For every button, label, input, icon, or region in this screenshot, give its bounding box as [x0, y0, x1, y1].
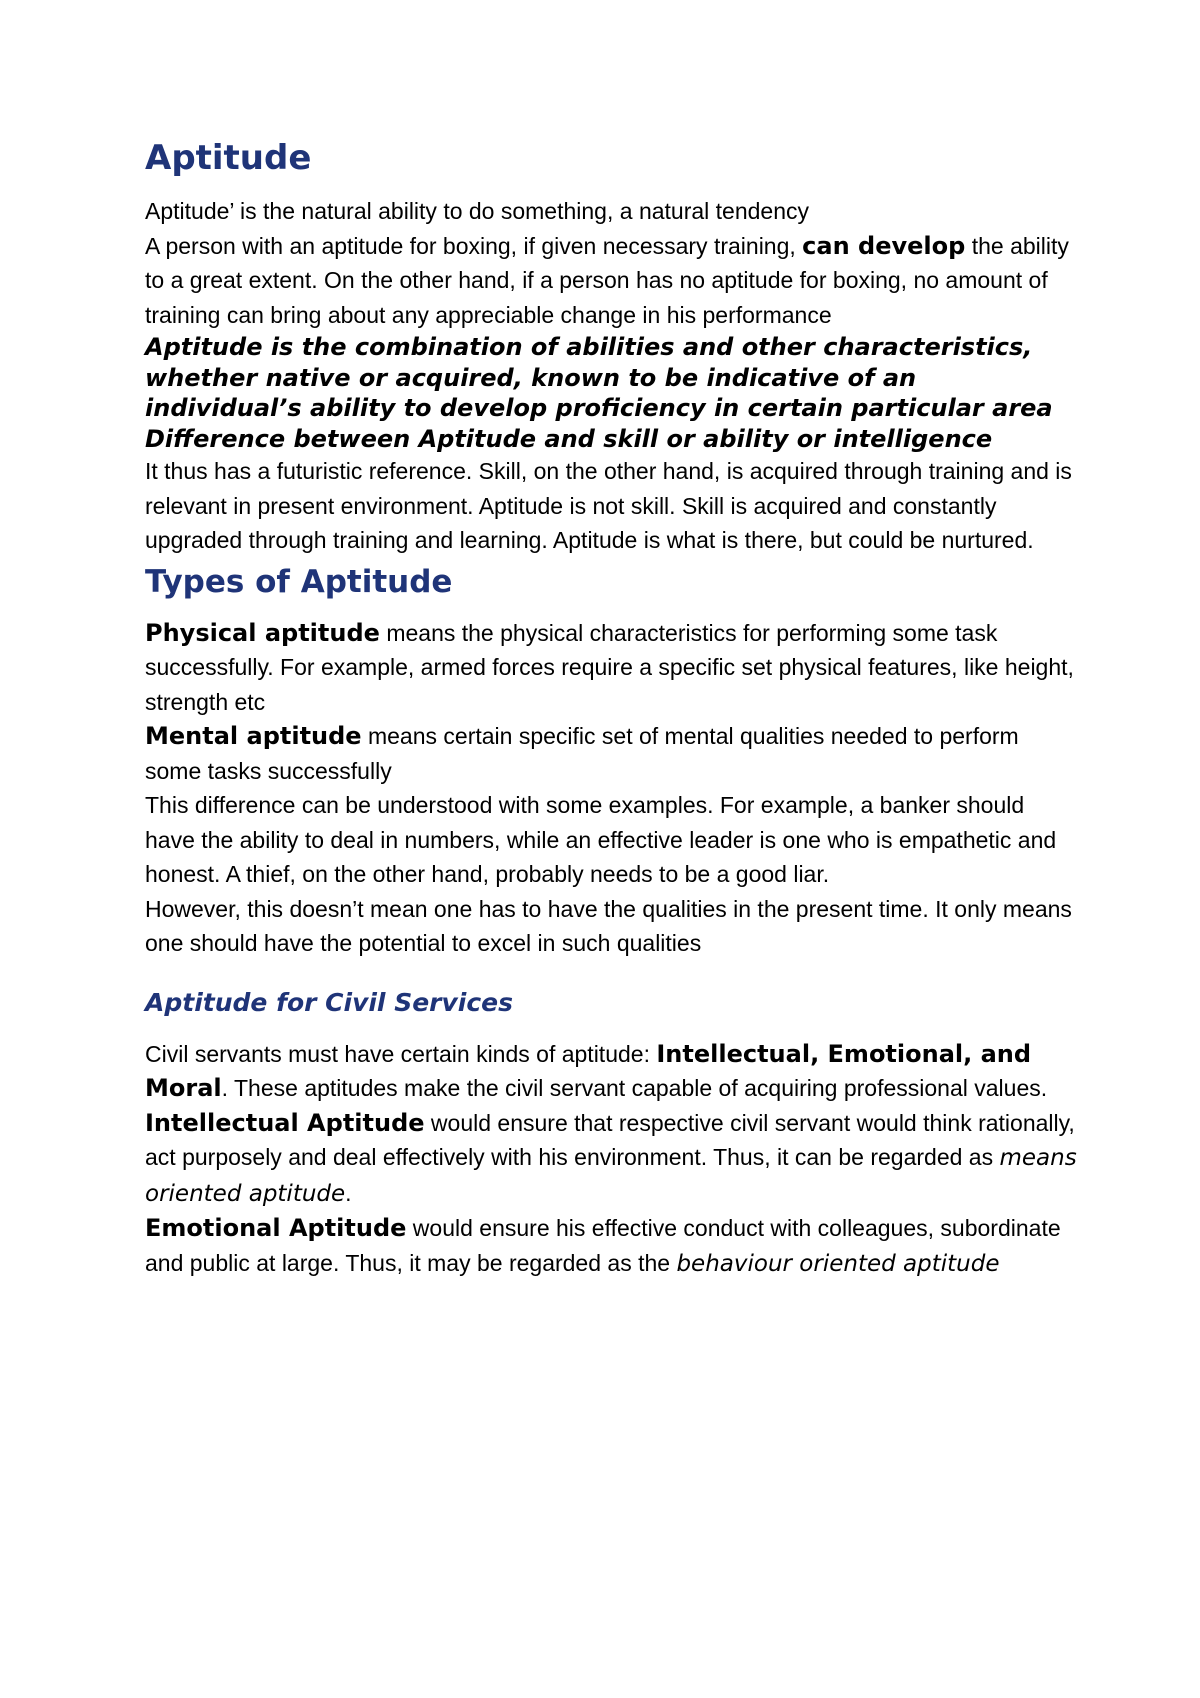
intro-text-start: A person with an aptitude for boxing, if given necessary training,: [145, 232, 803, 259]
document-page: [145, 138, 1080, 1281]
physical-text: means the physical characteristics for performing some task successfully. For example, armed forces require a specific set physical features, like height, strength etc: [145, 619, 1074, 715]
intellectual-paragraph: [145, 1106, 1080, 1212]
mental-paragraph: [145, 719, 1080, 788]
emotional-text: would ensure his effective conduct with colleagues, subordinate and public at large. Thus, it may be regarded as the: [145, 1215, 1061, 1276]
civil-text-end: . These aptitudes make the civil servant capable of acquiring professional values.: [221, 1075, 1048, 1101]
definition-paragraph: Aptitude is the combination of abilities and other characteristics, whether native or acquired, known to be indicative of an individual’s ability to develop proficiency in certain particular area: [145, 333, 1053, 422]
difference-heading: Difference between Aptitude and skill or ability or intelligence: [145, 424, 993, 453]
intro-line: Aptitude’ is the natural ability to do something, a natural tendency: [145, 198, 810, 224]
emotional-term: Emotional Aptitude: [145, 1214, 407, 1242]
intellectual-emphasis: means oriented aptitude: [145, 1145, 1077, 1207]
intro-text-end: the ability to a great extent. On the other hand, if a person has no aptitude for boxing, no amount of training can bring about any appreciable change in his performance: [145, 232, 1069, 328]
intellectual-term: Intellectual Aptitude: [145, 1108, 425, 1137]
intro-paragraph: [145, 229, 1080, 333]
intellectual-end: .: [345, 1179, 352, 1206]
mental-text: means certain specific set of mental qualities needed to perform some tasks successfully: [145, 723, 1019, 784]
civil-services-heading: Aptitude for Civil Services: [145, 987, 514, 1017]
intro-bold-phrase: can develop: [802, 231, 966, 260]
difference-paragraph: It thus has a futuristic reference. Skill, on the other hand, is acquired through training and is relevant in present environment. Aptitude is not skill. Skill is acquired and constantly upgraded through training and learning. Aptitude is what is there, but could be nurtured.: [145, 458, 1072, 553]
examples-paragraph: This difference can be understood with some examples. For example, a banker should have the ability to deal in numbers, while an effective leader is one who is empathetic and honest. A thief, on the other hand, probably needs to be a good liar.: [145, 792, 1057, 887]
intellectual-text: would ensure that respective civil servant would think rationally, act purposely and deal effectively with his environment. Thus, it can be regarded as: [145, 1109, 1075, 1170]
page-title: Aptitude: [145, 138, 312, 178]
mental-term: Mental aptitude: [145, 722, 362, 750]
physical-paragraph: [145, 616, 1080, 720]
civil-bold-phrase: Intellectual, Emotional, and Moral: [145, 1039, 1032, 1102]
civil-text-start: Civil servants must have certain kinds of aptitude:: [145, 1040, 657, 1067]
emotional-emphasis: behaviour oriented aptitude: [676, 1250, 1000, 1277]
however-paragraph: However, this doesn’t mean one has to have the qualities in the present time. It only means one should have the potential to excel in such qualities: [145, 895, 1072, 956]
emotional-paragraph: [145, 1211, 1080, 1281]
civil-paragraph: [145, 1037, 1080, 1106]
types-heading: Types of Aptitude: [145, 563, 453, 600]
physical-term: Physical aptitude: [145, 618, 380, 647]
